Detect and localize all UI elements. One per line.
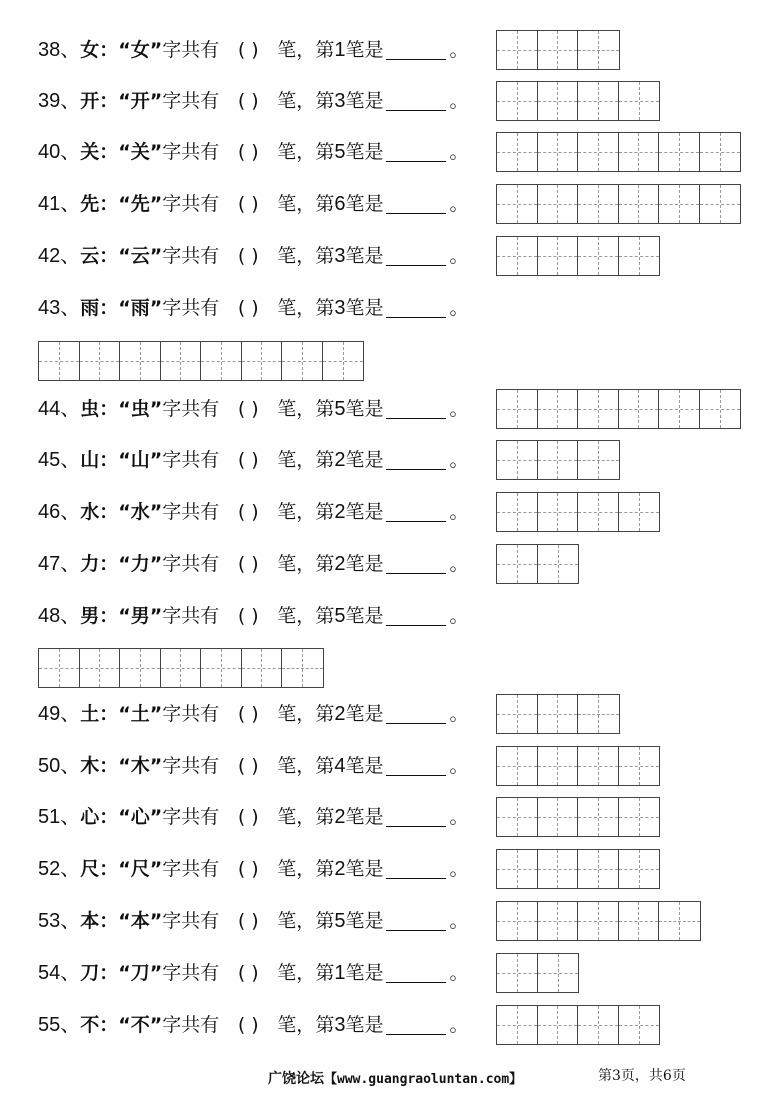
grid-cell[interactable] xyxy=(538,31,579,69)
character-quoted: 土 xyxy=(130,703,150,725)
stem-text: 字共有 xyxy=(162,755,220,777)
grid-cell[interactable] xyxy=(120,342,161,380)
grid-cell[interactable] xyxy=(578,82,619,120)
grid-cell[interactable] xyxy=(242,649,283,687)
character-quoted: 先 xyxy=(130,193,150,215)
grid-cell[interactable] xyxy=(80,342,121,380)
character-quoted: 雨 xyxy=(130,297,150,319)
stroke-answer-line[interactable] xyxy=(386,981,446,983)
character-quoted: 开 xyxy=(130,90,150,112)
question-number: 38、 xyxy=(38,39,81,61)
stroke-answer-line[interactable] xyxy=(386,468,446,470)
stem-text: 字共有 xyxy=(162,703,220,725)
grid-cell[interactable] xyxy=(659,902,700,940)
stroke-count-blank[interactable]: ( ) xyxy=(237,398,259,420)
character: 尺 xyxy=(80,858,100,880)
grid-cell[interactable] xyxy=(619,798,660,836)
question-row: 54、刀：“刀”字共有 ( ) 笔，第1笔是 。 xyxy=(38,953,468,993)
grid-cell[interactable] xyxy=(120,649,161,687)
question-number: 54、 xyxy=(38,962,81,984)
stem-text: 字共有 xyxy=(162,806,220,828)
question-number: 49、 xyxy=(38,703,81,725)
character: 心 xyxy=(80,806,100,828)
writing-grid[interactable] xyxy=(38,341,364,381)
question-row: 52、尺：“尺”字共有 ( ) 笔，第2笔是 。 xyxy=(38,849,468,889)
question-number: 47、 xyxy=(38,553,81,575)
stroke-count-blank[interactable]: ( ) xyxy=(237,806,259,828)
question-number: 40、 xyxy=(38,141,81,163)
question-row: 44、虫：“虫”字共有 ( ) 笔，第5笔是 。 xyxy=(38,389,468,429)
stem-text: 字共有 xyxy=(162,141,220,163)
character-quoted: 力 xyxy=(130,553,150,575)
writing-grid[interactable] xyxy=(496,132,741,172)
grid-cell[interactable] xyxy=(619,850,660,888)
stroke-count-blank[interactable]: ( ) xyxy=(237,193,259,215)
page-number: 第3页，共6页 xyxy=(598,1068,686,1084)
grid-cell[interactable] xyxy=(700,185,741,223)
grid-cell[interactable] xyxy=(538,441,579,479)
grid-cell[interactable] xyxy=(619,902,660,940)
question-number: 53、 xyxy=(38,910,81,932)
grid-cell[interactable] xyxy=(497,133,538,171)
grid-cell[interactable] xyxy=(497,902,538,940)
stroke-count-blank[interactable]: ( ) xyxy=(237,449,259,471)
question-row: 55、不：“不”字共有 ( ) 笔，第3笔是 。 xyxy=(38,1005,468,1045)
grid-cell[interactable] xyxy=(538,695,579,733)
character: 木 xyxy=(80,755,100,777)
writing-grid[interactable] xyxy=(496,492,660,532)
stroke-index: 3 xyxy=(334,297,346,319)
question-number: 39、 xyxy=(38,90,81,112)
stroke-count-blank[interactable]: ( ) xyxy=(237,501,259,523)
character: 不 xyxy=(80,1014,100,1036)
stroke-count-blank[interactable]: ( ) xyxy=(237,755,259,777)
grid-cell[interactable] xyxy=(497,747,538,785)
character-quoted: 尺 xyxy=(130,858,150,880)
stroke-index: 5 xyxy=(334,141,346,163)
stem-text: 字共有 xyxy=(162,449,220,471)
character-quoted: 云 xyxy=(130,245,150,267)
grid-cell[interactable] xyxy=(578,850,619,888)
question-number: 51、 xyxy=(38,806,81,828)
grid-cell[interactable] xyxy=(578,493,619,531)
grid-cell[interactable] xyxy=(80,649,121,687)
grid-cell[interactable] xyxy=(538,747,579,785)
character: 土 xyxy=(80,703,100,725)
stroke-answer-line[interactable] xyxy=(386,109,446,111)
grid-cell[interactable] xyxy=(538,237,579,275)
grid-cell[interactable] xyxy=(538,185,579,223)
character-quoted: 心 xyxy=(130,806,150,828)
stem-text: 字共有 xyxy=(162,39,220,61)
stroke-index: 5 xyxy=(334,398,346,420)
grid-cell[interactable] xyxy=(619,133,660,171)
stem-text: 字共有 xyxy=(162,962,220,984)
grid-cell[interactable] xyxy=(497,798,538,836)
stroke-index: 5 xyxy=(334,605,346,627)
question-row: 46、水：“水”字共有 ( ) 笔，第2笔是 。 xyxy=(38,492,468,532)
character: 关 xyxy=(80,141,100,163)
grid-cell[interactable] xyxy=(619,747,660,785)
question-row: 42、云：“云”字共有 ( ) 笔，第3笔是 。 xyxy=(38,236,468,276)
grid-cell[interactable] xyxy=(282,342,323,380)
grid-cell[interactable] xyxy=(497,441,538,479)
stroke-answer-line[interactable] xyxy=(386,624,446,626)
writing-grid[interactable] xyxy=(496,236,660,276)
stroke-count-blank[interactable]: ( ) xyxy=(237,910,259,932)
character: 力 xyxy=(80,553,100,575)
writing-grid[interactable] xyxy=(496,1005,660,1045)
question-row: 51、心：“心”字共有 ( ) 笔，第2笔是 。 xyxy=(38,797,468,837)
stem-text: 字共有 xyxy=(162,193,220,215)
grid-cell[interactable] xyxy=(659,185,700,223)
question-number: 55、 xyxy=(38,1014,81,1036)
writing-grid[interactable] xyxy=(496,440,620,480)
grid-cell[interactable] xyxy=(497,493,538,531)
stroke-index: 2 xyxy=(334,858,346,880)
stem-text: 字共有 xyxy=(162,245,220,267)
character-quoted: 木 xyxy=(130,755,150,777)
grid-cell[interactable] xyxy=(201,649,242,687)
question-number: 43、 xyxy=(38,297,81,319)
character-quoted: 水 xyxy=(130,501,150,523)
stem-text: 字共有 xyxy=(162,501,220,523)
character: 雨 xyxy=(80,297,100,319)
grid-cell[interactable] xyxy=(39,342,80,380)
grid-cell[interactable] xyxy=(619,1006,660,1044)
character: 刀 xyxy=(80,962,100,984)
grid-cell[interactable] xyxy=(323,342,364,380)
character: 虫 xyxy=(80,398,100,420)
question-row: 43、雨：“雨”字共有 ( ) 笔，第3笔是 。 xyxy=(38,288,468,328)
character-quoted: 本 xyxy=(130,910,150,932)
question-number: 45、 xyxy=(38,449,81,471)
question-row: 49、土：“土”字共有 ( ) 笔，第2笔是 。 xyxy=(38,694,468,734)
stroke-count-blank[interactable]: ( ) xyxy=(237,297,259,319)
writing-grid[interactable] xyxy=(496,694,620,734)
grid-cell[interactable] xyxy=(538,82,579,120)
stroke-index: 2 xyxy=(334,703,346,725)
writing-grid[interactable] xyxy=(496,389,741,429)
grid-cell[interactable] xyxy=(538,798,579,836)
writing-grid[interactable] xyxy=(496,184,741,224)
question-number: 50、 xyxy=(38,755,81,777)
writing-grid[interactable] xyxy=(496,544,579,584)
grid-cell[interactable] xyxy=(578,695,619,733)
grid-cell[interactable] xyxy=(39,649,80,687)
question-number: 46、 xyxy=(38,501,81,523)
stroke-index: 2 xyxy=(334,553,346,575)
stem-text: 字共有 xyxy=(162,858,220,880)
grid-cell[interactable] xyxy=(538,1006,579,1044)
grid-cell[interactable] xyxy=(538,545,579,583)
grid-cell[interactable] xyxy=(538,954,579,992)
question-row: 50、木：“木”字共有 ( ) 笔，第4笔是 。 xyxy=(38,746,468,786)
grid-cell[interactable] xyxy=(538,902,579,940)
stroke-answer-line[interactable] xyxy=(386,58,446,60)
writing-grid[interactable] xyxy=(496,849,660,889)
footer-brand: 广饶论坛 xyxy=(268,1071,324,1087)
stroke-answer-line[interactable] xyxy=(386,1033,446,1035)
character: 山 xyxy=(80,449,100,471)
stroke-index: 4 xyxy=(334,755,346,777)
stroke-count-blank[interactable]: ( ) xyxy=(237,39,259,61)
grid-cell[interactable] xyxy=(497,237,538,275)
stroke-answer-line[interactable] xyxy=(386,774,446,776)
stroke-index: 3 xyxy=(334,90,346,112)
question-row: 38、女：“女”字共有 ( ) 笔，第1笔是 。 xyxy=(38,30,468,70)
writing-grid[interactable] xyxy=(496,746,660,786)
grid-cell[interactable] xyxy=(497,695,538,733)
question-row: 45、山：“山”字共有 ( ) 笔，第2笔是 。 xyxy=(38,440,468,480)
writing-grid[interactable] xyxy=(496,901,701,941)
stroke-answer-line[interactable] xyxy=(386,520,446,522)
grid-cell[interactable] xyxy=(619,237,660,275)
question-number: 52、 xyxy=(38,858,81,880)
writing-grid[interactable] xyxy=(496,797,660,837)
character-quoted: 关 xyxy=(130,141,150,163)
stroke-index: 2 xyxy=(334,806,346,828)
character-quoted: 不 xyxy=(130,1014,150,1036)
stroke-answer-line[interactable] xyxy=(386,160,446,162)
grid-cell[interactable] xyxy=(497,185,538,223)
grid-cell[interactable] xyxy=(497,82,538,120)
grid-cell[interactable] xyxy=(578,390,619,428)
grid-cell[interactable] xyxy=(497,850,538,888)
stem-text: 字共有 xyxy=(162,553,220,575)
stem-text: 字共有 xyxy=(162,297,220,319)
character-quoted: 男 xyxy=(130,605,150,627)
question-row: 48、男：“男”字共有 ( ) 笔，第5笔是 。 xyxy=(38,596,468,636)
stroke-count-blank[interactable]: ( ) xyxy=(237,703,259,725)
character: 本 xyxy=(80,910,100,932)
stem-text: 字共有 xyxy=(162,910,220,932)
stroke-count-blank[interactable]: ( ) xyxy=(237,962,259,984)
question-row: 47、力：“力”字共有 ( ) 笔，第2笔是 。 xyxy=(38,544,468,584)
question-row: 53、本：“本”字共有 ( ) 笔，第5笔是 。 xyxy=(38,901,468,941)
question-number: 41、 xyxy=(38,193,81,215)
stroke-index: 1 xyxy=(334,962,346,984)
stroke-index: 3 xyxy=(334,1014,346,1036)
stroke-index: 6 xyxy=(334,193,346,215)
grid-cell[interactable] xyxy=(282,649,323,687)
stroke-answer-line[interactable] xyxy=(386,722,446,724)
stroke-answer-line[interactable] xyxy=(386,572,446,574)
grid-cell[interactable] xyxy=(700,133,741,171)
grid-cell[interactable] xyxy=(538,390,579,428)
grid-cell[interactable] xyxy=(619,185,660,223)
stroke-answer-line[interactable] xyxy=(386,264,446,266)
writing-grid[interactable] xyxy=(496,30,620,70)
grid-cell[interactable] xyxy=(161,649,202,687)
character: 水 xyxy=(80,501,100,523)
stroke-count-blank[interactable]: ( ) xyxy=(237,90,259,112)
stroke-answer-line[interactable] xyxy=(386,417,446,419)
grid-cell[interactable] xyxy=(497,545,538,583)
question-row: 40、关：“关”字共有 ( ) 笔，第5笔是 。 xyxy=(38,132,468,172)
grid-cell[interactable] xyxy=(578,747,619,785)
grid-cell[interactable] xyxy=(659,133,700,171)
grid-cell[interactable] xyxy=(578,798,619,836)
writing-grid[interactable] xyxy=(496,81,660,121)
stroke-index: 2 xyxy=(334,449,346,471)
grid-cell[interactable] xyxy=(538,493,579,531)
grid-cell[interactable] xyxy=(497,1006,538,1044)
grid-cell[interactable] xyxy=(578,133,619,171)
character: 男 xyxy=(80,605,100,627)
stroke-index: 3 xyxy=(334,245,346,267)
grid-cell[interactable] xyxy=(161,342,202,380)
question-number: 48、 xyxy=(38,605,81,627)
question-row: 41、先：“先”字共有 ( ) 笔，第6笔是 。 xyxy=(38,184,468,224)
character: 开 xyxy=(80,90,100,112)
grid-cell[interactable] xyxy=(578,185,619,223)
footer xyxy=(268,1068,522,1088)
character-quoted: 刀 xyxy=(130,962,150,984)
grid-cell[interactable] xyxy=(497,31,538,69)
stroke-count-blank[interactable]: ( ) xyxy=(237,1014,259,1036)
writing-grid[interactable] xyxy=(496,953,579,993)
stroke-count-blank[interactable]: ( ) xyxy=(237,141,259,163)
grid-cell[interactable] xyxy=(242,342,283,380)
stroke-index: 5 xyxy=(334,910,346,932)
character: 云 xyxy=(80,245,100,267)
stem-text: 字共有 xyxy=(162,1014,220,1036)
grid-cell[interactable] xyxy=(497,954,538,992)
stroke-count-blank[interactable]: ( ) xyxy=(237,858,259,880)
grid-cell[interactable] xyxy=(659,390,700,428)
grid-cell[interactable] xyxy=(201,342,242,380)
stroke-index: 1 xyxy=(334,39,346,61)
grid-cell[interactable] xyxy=(578,31,619,69)
grid-cell[interactable] xyxy=(619,82,660,120)
grid-cell[interactable] xyxy=(619,493,660,531)
grid-cell[interactable] xyxy=(538,133,579,171)
character-quoted: 山 xyxy=(130,449,150,471)
question-row: 39、开：“开”字共有 ( ) 笔，第3笔是 。 xyxy=(38,81,468,121)
grid-cell[interactable] xyxy=(578,902,619,940)
stroke-count-blank[interactable]: ( ) xyxy=(237,245,259,267)
grid-cell[interactable] xyxy=(578,441,619,479)
stroke-answer-line[interactable] xyxy=(386,929,446,931)
stroke-answer-line[interactable] xyxy=(386,316,446,318)
question-number: 42、 xyxy=(38,245,81,267)
grid-cell[interactable] xyxy=(497,390,538,428)
grid-cell[interactable] xyxy=(700,390,741,428)
writing-grid[interactable] xyxy=(38,648,324,688)
grid-cell[interactable] xyxy=(578,1006,619,1044)
stroke-count-blank[interactable]: ( ) xyxy=(237,553,259,575)
grid-cell[interactable] xyxy=(538,850,579,888)
stroke-answer-line[interactable] xyxy=(386,877,446,879)
character-quoted: 虫 xyxy=(130,398,150,420)
footer-site: 【www.guangraoluntan.com】 xyxy=(324,1072,523,1087)
grid-cell[interactable] xyxy=(619,390,660,428)
stroke-answer-line[interactable] xyxy=(386,825,446,827)
stroke-count-blank[interactable]: ( ) xyxy=(237,605,259,627)
character-quoted: 女 xyxy=(130,39,150,61)
character: 女 xyxy=(80,39,100,61)
stroke-answer-line[interactable] xyxy=(386,212,446,214)
question-number: 44、 xyxy=(38,398,81,420)
grid-cell[interactable] xyxy=(578,237,619,275)
stroke-index: 2 xyxy=(334,501,346,523)
stem-text: 字共有 xyxy=(162,90,220,112)
stem-text: 字共有 xyxy=(162,605,220,627)
stem-text: 字共有 xyxy=(162,398,220,420)
character: 先 xyxy=(80,193,100,215)
